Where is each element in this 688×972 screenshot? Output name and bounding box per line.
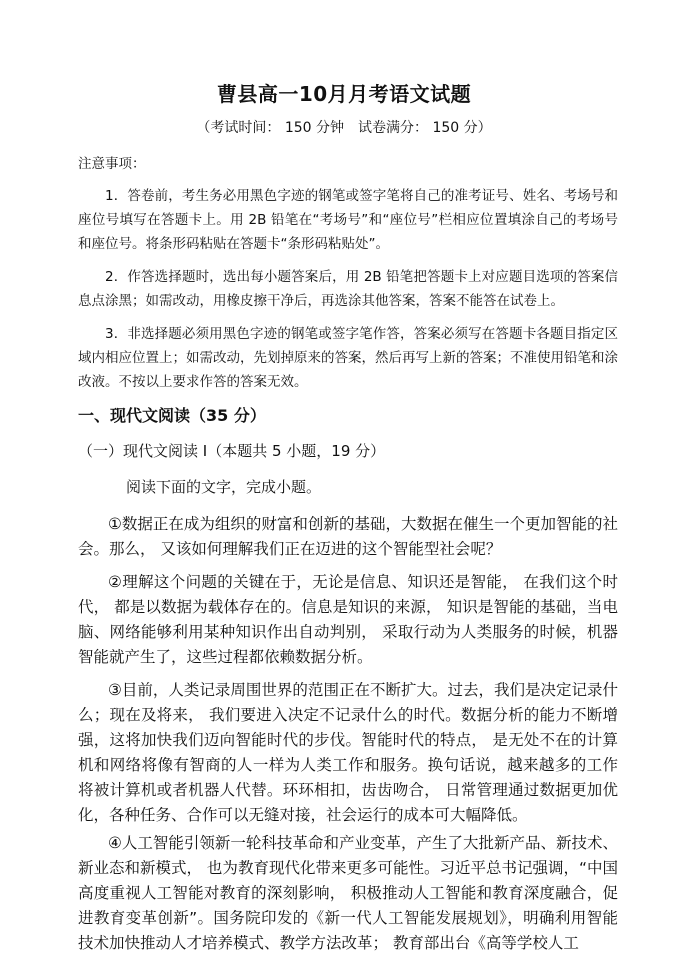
passage-paragraph-4: ④人工智能引领新一轮科技革命和产业变革，产生了大批新产品、新技术、新业态和新模式， 也为教育现代化带来更多可能性。习近平总书记强调，“中国高度重视人工智能对教育的深刻影响， 积极推动人工智能和教育深度融合，促进教育变革创新”。国务院印发的《新一代人工智能发展规划》，明确利用智能技术加快推动人才培养模式、教学方法改革； 教育部出台《高等学校人工 xyxy=(78,834,618,952)
subsection-heading: （一）现代文阅读 I（本题共 5 小题，19 分） xyxy=(78,442,386,460)
notice-item-1: 1．答卷前，考生务必用黑色字迹的钢笔或签字笔将自己的准考证号、姓名、考场号和座位号填写在答题卡上。用 2B 铅笔在“考场号”和“座位号”栏相应位置填涂自己的考场号和座位号。将条形码粘贴在答题卡“条形码粘贴处”。 xyxy=(78,188,618,252)
exam-title: 曹县高一10月月考语文试题 xyxy=(216,82,472,106)
notice-heading: 注意事项： xyxy=(78,156,146,172)
passage-paragraph-2: ②理解这个问题的关键在于，无论是信息、知识还是智能， 在我们这个时代， 都是以数据为载体存在的。信息是知识的来源， 知识是智能的基础，当电脑、网络能够利用某种知识作出自动判别， 采取行动为人类服务的时候，机器智能就产生了，这些过程都依赖数据分析。 xyxy=(78,573,618,666)
notice-item-2: 2．作答选择题时，选出每小题答案后，用 2B 铅笔把答题卡上对应题目选项的答案信息点涂黑；如需改动，用橡皮擦干净后，再选涂其他答案，答案不能答在试卷上。 xyxy=(78,269,618,309)
notice-item-3: 3．非选择题必须用黑色字迹的钢笔或签字笔作答，答案必须写在答题卡各题目指定区域内相应位置上；如需改动，先划掉原来的答案，然后再写上新的答案；不准使用铅笔和涂改液。不按以上要求作答的答案无效。 xyxy=(78,326,618,390)
passage-paragraph-3: ③目前，人类记录周围世界的范围正在不断扩大。过去，我们是决定记录什么；现在及将来， 我们要进入决定不记录什么的时代。数据分析的能力不断增强，这将加快我们迈向智能时代的步伐。智能时代的特点， 是无处不在的计算机和网络将像有智商的人一样为人类工作和服务。换句话说，越来越多的工作将被计算机或者机器人代替。环环相扣，齿齿吻合， 日常管理通过数据更加优化，各种任务、合作可以无缝对接，社会运行的成本可大幅降低。 xyxy=(78,681,618,824)
section-heading: 一、现代文阅读（35 分） xyxy=(78,406,266,425)
reading-instruction: 阅读下面的文字，完成小题。 xyxy=(126,478,322,496)
exam-subtitle: （考试时间： 150 分钟 试卷满分： 150 分） xyxy=(196,120,492,136)
passage-paragraph-1: ①数据正在成为组织的财富和创新的基础，大数据在催生一个更加智能的社会。那么， 又该如何理解我们正在迈进的这个智能型社会呢？ xyxy=(78,515,618,558)
